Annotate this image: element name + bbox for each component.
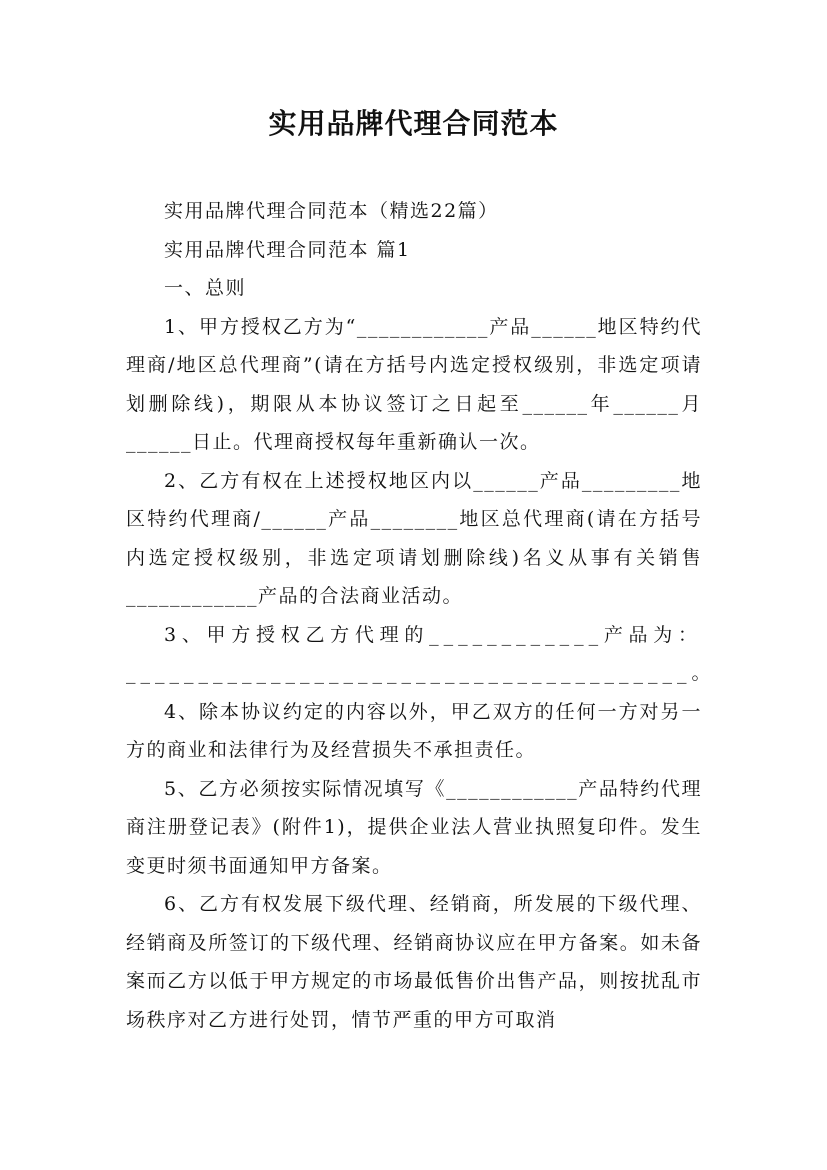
document-title: 实用品牌代理合同范本 [268, 107, 559, 140]
document-body [126, 192, 716, 1039]
paragraph-clause-1: 1、甲方授权乙方为“____________产品______地区特约代理商/地区总代理商”(请在方括号内选定授权级别，非选定项请划删除线)，期限从本协议签订之日起至______年______月______日止。代理商授权每年重新确认一次。 [126, 315, 702, 453]
paragraph-chapter-heading: 实用品牌代理合同范本 篇1 [164, 238, 411, 261]
paragraph-clause-6: 6、乙方有权发展下级代理、经销商，所发展的下级代理、经销商及所签订的下级代理、经销商协议应在甲方备案。如未备案而乙方以低于甲方规定的市场最低售价出售产品，则按扰乱市场秩序对乙方进行处罚，情节严重的甲方可取消 [126, 893, 702, 1031]
paragraph-section-heading: 一、总则 [164, 277, 247, 299]
paragraph-clause-3: 3、甲方授权乙方代理的____________产品为：_______________________________________。 [126, 623, 716, 684]
paragraph-clause-4: 4、除本协议约定的内容以外，甲乙双方的任何一方对另一方的商业和法律行为及经营损失不承担责任。 [126, 700, 702, 761]
paragraph-subtitle: 实用品牌代理合同范本（精选22篇） [164, 200, 499, 222]
paragraph-clause-2: 2、乙方有权在上述授权地区内以______产品_________地区特约代理商/______产品________地区总代理商(请在方括号内选定授权级别，非选定项请划删除线)名义从事有关销售____________产品的合法商业活动。 [126, 469, 702, 607]
paragraph-clause-5: 5、乙方必须按实际情况填写《____________产品特约代理商注册登记表》(附件1)，提供企业法人营业执照复印件。发生变更时须书面通知甲方备案。 [126, 777, 702, 877]
